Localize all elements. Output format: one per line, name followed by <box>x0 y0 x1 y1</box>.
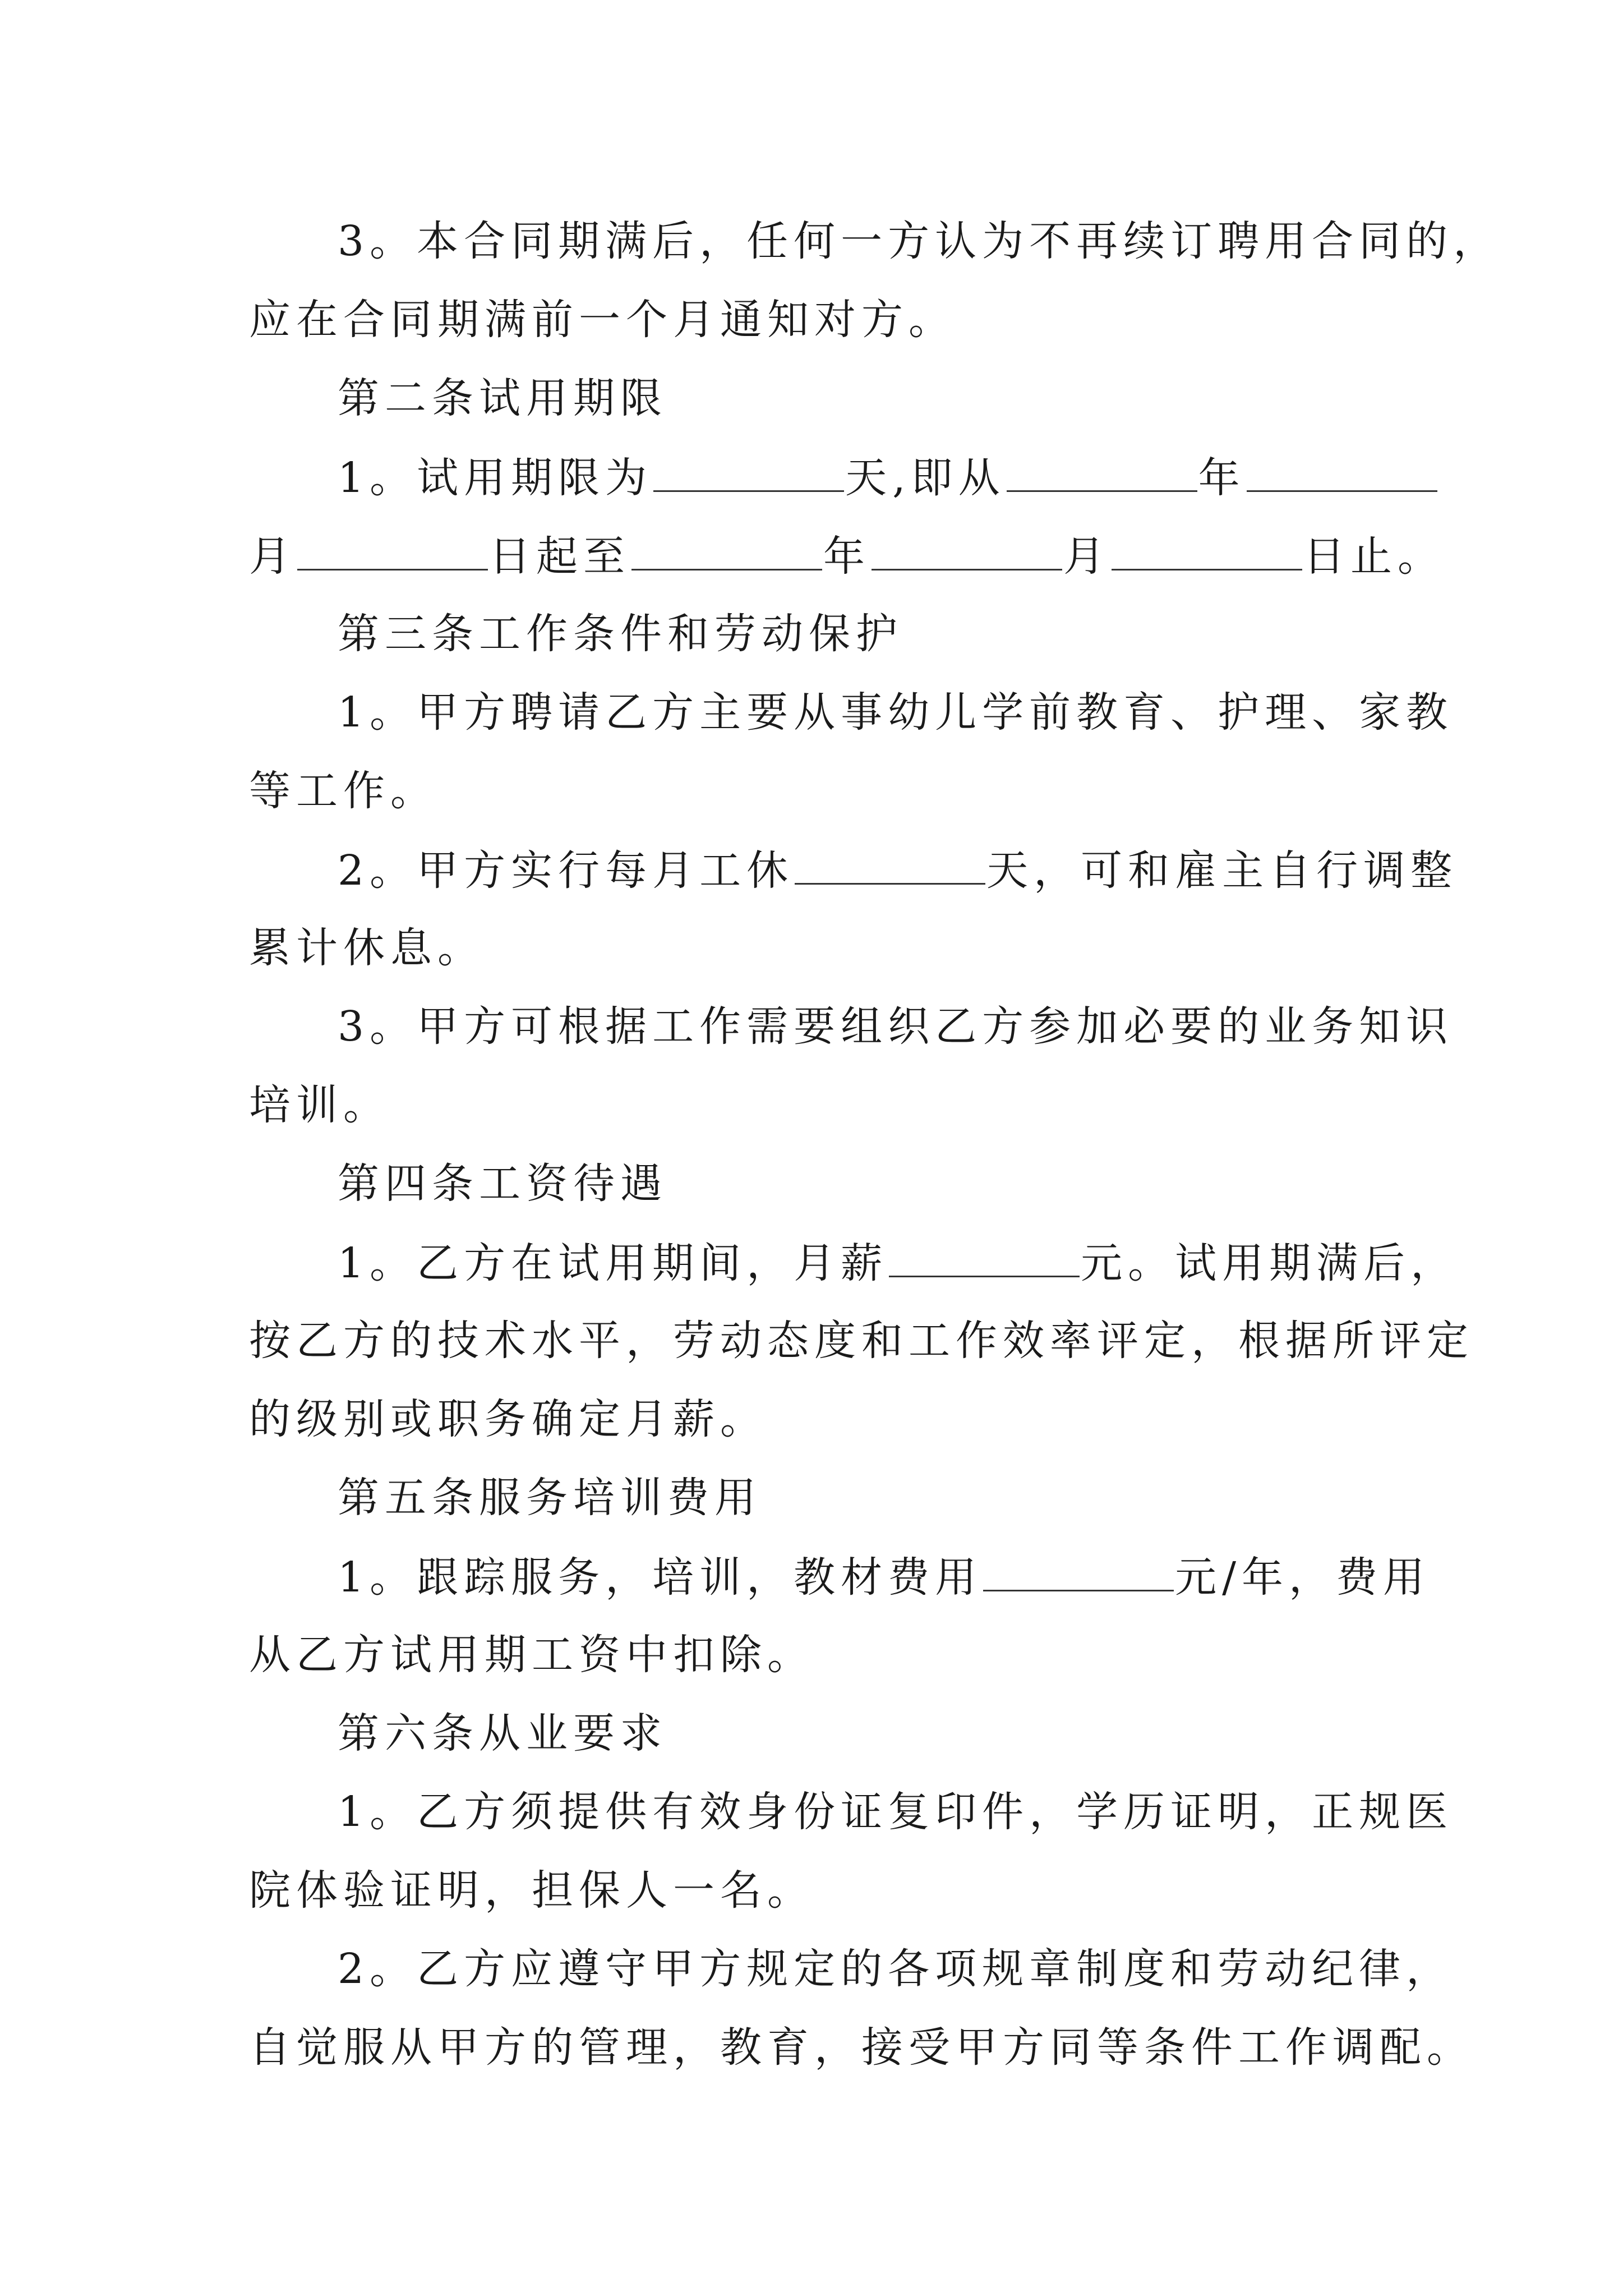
article-6-item-2: 2。乙方应遵守甲方规定的各项规章制度和劳动纪律， <box>338 1945 1454 1993</box>
blank-training-fee <box>983 1548 1174 1591</box>
article-2-item-1-cont <box>249 527 1445 585</box>
article-3-item-3-cont: 培训。 <box>249 1081 390 1129</box>
blank-start-day <box>297 527 488 570</box>
article-3-item-3: 3。甲方可根据工作需要组织乙方参加必要的业务知识 <box>338 1002 1454 1051</box>
blank-end-month <box>872 527 1062 570</box>
text-segment: 天,即从 <box>845 454 1006 502</box>
article-3-item-2-cont: 累计休息。 <box>249 924 485 972</box>
blank-rest-days <box>795 841 985 885</box>
blank-start-year <box>1007 449 1197 492</box>
article-4-item-1-cont-2: 的级别或职务确定月薪。 <box>249 1395 767 1443</box>
article-6-item-2-cont: 自觉服从甲方的管理，教育，接受甲方同等条件工作调配。 <box>249 2023 1474 2072</box>
text-segment: 月 <box>249 532 296 581</box>
article-6-heading: 第六条从业要求 <box>338 1709 667 1757</box>
article-3-item-1-cont: 等工作。 <box>249 767 437 815</box>
text-segment: 日止。 <box>1303 532 1445 581</box>
article-3-item-2 <box>338 841 1458 899</box>
clause-3-renewal-notice: 3。本合同期满后，任何一方认为不再续订聘用合同的， <box>338 217 1501 265</box>
article-4-item-1-cont: 按乙方的技术水平，劳动态度和工作效率评定，根据所评定 <box>249 1317 1474 1365</box>
article-6-item-1: 1。乙方须提供有效身份证复印件，学历证明，正规医 <box>338 1788 1454 1836</box>
blank-start-month-number <box>1247 449 1437 492</box>
article-4-heading: 第四条工资待遇 <box>338 1159 667 1208</box>
text-segment: 年 <box>823 532 870 581</box>
text-segment: 元。试用期满后， <box>1081 1239 1458 1287</box>
article-4-item-1 <box>338 1234 1458 1291</box>
text-segment: 元/年，费用 <box>1175 1553 1431 1602</box>
blank-days <box>653 449 844 492</box>
text-segment: 1。跟踪服务，培训，教材费用 <box>338 1553 983 1602</box>
article-3-heading: 第三条工作条件和劳动保护 <box>338 610 903 658</box>
text-segment: 2。甲方实行每月工休 <box>338 846 794 895</box>
article-5-item-1 <box>338 1548 1430 1605</box>
text-segment: 年 <box>1198 454 1246 502</box>
text-segment: 天，可和雇主自行调整 <box>986 846 1458 895</box>
clause-3-renewal-notice-cont: 应在合同期满前一个月通知对方。 <box>249 296 956 344</box>
text-segment: 日起至 <box>489 532 630 581</box>
blank-end-year <box>631 527 822 570</box>
article-6-item-1-cont: 院体验证明，担保人一名。 <box>249 1866 814 1915</box>
article-2-heading: 第二条试用期限 <box>338 374 667 422</box>
article-3-item-1: 1。甲方聘请乙方主要从事幼儿学前教育、护理、家教 <box>338 688 1454 737</box>
article-5-item-1-cont: 从乙方试用期工资中扣除。 <box>249 1631 814 1679</box>
article-2-item-1 <box>338 449 1438 506</box>
blank-end-day <box>1112 527 1302 570</box>
text-segment: 1。试用期限为 <box>338 454 653 502</box>
blank-monthly-salary <box>889 1234 1080 1277</box>
text-segment: 1。乙方在试用期间，月薪 <box>338 1239 888 1287</box>
text-segment: 月 <box>1063 532 1110 581</box>
article-5-heading: 第五条服务培训费用 <box>338 1474 762 1522</box>
